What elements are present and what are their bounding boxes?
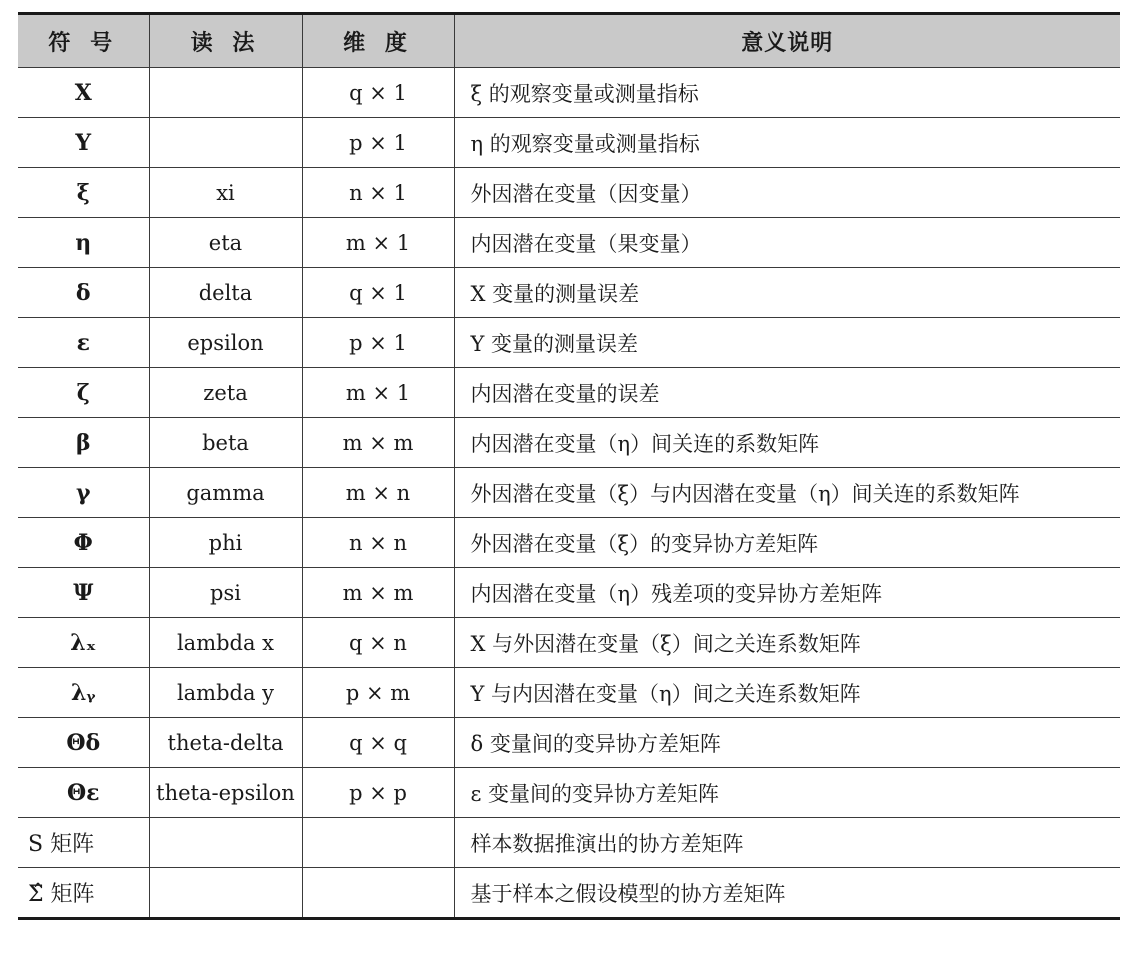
cell-dimension: q × q <box>302 718 454 768</box>
cell-dimension: m × 1 <box>302 218 454 268</box>
cell-symbol: Φ <box>18 518 149 568</box>
cell-symbol: X <box>18 68 149 118</box>
cell-dimension: m × m <box>302 568 454 618</box>
cell-symbol: Θε <box>18 768 149 818</box>
cell-reading: xi <box>149 168 302 218</box>
cell-symbol: Σ̂ 矩阵 <box>18 868 149 919</box>
cell-symbol: λₓ <box>18 618 149 668</box>
cell-reading: eta <box>149 218 302 268</box>
cell-dimension <box>302 818 454 868</box>
cell-description: 基于样本之假设模型的协方差矩阵 <box>454 868 1120 919</box>
cell-symbol: Y <box>18 118 149 168</box>
cell-description: 内因潜在变量的误差 <box>454 368 1120 418</box>
cell-reading: beta <box>149 418 302 468</box>
cell-dimension: p × m <box>302 668 454 718</box>
cell-dimension <box>302 868 454 919</box>
cell-reading: gamma <box>149 468 302 518</box>
table-row <box>18 818 1120 868</box>
cell-description: Y 变量的测量误差 <box>454 318 1120 368</box>
cell-description: X 变量的测量误差 <box>454 268 1120 318</box>
cell-symbol: ξ <box>18 168 149 218</box>
table-row <box>18 768 1120 818</box>
table-row <box>18 118 1120 168</box>
cell-dimension: m × m <box>302 418 454 468</box>
cell-symbol: δ <box>18 268 149 318</box>
table-row <box>18 868 1120 919</box>
cell-dimension: m × n <box>302 468 454 518</box>
cell-symbol: ζ <box>18 368 149 418</box>
header-description: 意义说明 <box>454 14 1120 68</box>
cell-symbol: S 矩阵 <box>18 818 149 868</box>
cell-reading <box>149 868 302 919</box>
cell-description: ξ 的观察变量或测量指标 <box>454 68 1120 118</box>
cell-description: 内因潜在变量（果变量） <box>454 218 1120 268</box>
table-row <box>18 668 1120 718</box>
header-reading: 读 法 <box>149 14 302 68</box>
table-row <box>18 368 1120 418</box>
table-body <box>18 68 1120 919</box>
table-row <box>18 318 1120 368</box>
table-row <box>18 168 1120 218</box>
cell-reading: lambda x <box>149 618 302 668</box>
table-row <box>18 418 1120 468</box>
cell-dimension: p × 1 <box>302 318 454 368</box>
cell-reading: zeta <box>149 368 302 418</box>
table-row <box>18 468 1120 518</box>
header-dimension: 维 度 <box>302 14 454 68</box>
cell-symbol: γ <box>18 468 149 518</box>
cell-symbol: ε <box>18 318 149 368</box>
cell-dimension: q × n <box>302 618 454 668</box>
cell-description: 外因潜在变量（因变量） <box>454 168 1120 218</box>
cell-description: 内因潜在变量（η）残差项的变异协方差矩阵 <box>454 568 1120 618</box>
cell-reading: theta-delta <box>149 718 302 768</box>
cell-reading <box>149 818 302 868</box>
table-row <box>18 568 1120 618</box>
cell-description: 样本数据推演出的协方差矩阵 <box>454 818 1120 868</box>
cell-reading: delta <box>149 268 302 318</box>
cell-dimension: n × 1 <box>302 168 454 218</box>
table-row <box>18 718 1120 768</box>
cell-description: ε 变量间的变异协方差矩阵 <box>454 768 1120 818</box>
cell-reading <box>149 68 302 118</box>
cell-description: 内因潜在变量（η）间关连的系数矩阵 <box>454 418 1120 468</box>
cell-symbol: β <box>18 418 149 468</box>
cell-dimension: n × n <box>302 518 454 568</box>
cell-symbol: λᵧ <box>18 668 149 718</box>
cell-description: 外因潜在变量（ξ）与内因潜在变量（η）间关连的系数矩阵 <box>454 468 1120 518</box>
cell-reading: lambda y <box>149 668 302 718</box>
table-row <box>18 68 1120 118</box>
header-row <box>18 14 1120 68</box>
symbol-table-container <box>18 12 1120 920</box>
table-header <box>18 14 1120 68</box>
cell-dimension: p × 1 <box>302 118 454 168</box>
cell-dimension: m × 1 <box>302 368 454 418</box>
cell-dimension: q × 1 <box>302 268 454 318</box>
table-row <box>18 268 1120 318</box>
cell-symbol: Ψ <box>18 568 149 618</box>
cell-description: η 的观察变量或测量指标 <box>454 118 1120 168</box>
table-row <box>18 218 1120 268</box>
table-row <box>18 618 1120 668</box>
cell-reading: psi <box>149 568 302 618</box>
cell-description: δ 变量间的变异协方差矩阵 <box>454 718 1120 768</box>
sem-symbol-table <box>18 12 1120 920</box>
cell-description: 外因潜在变量（ξ）的变异协方差矩阵 <box>454 518 1120 568</box>
cell-dimension: q × 1 <box>302 68 454 118</box>
cell-dimension: p × p <box>302 768 454 818</box>
cell-symbol: η <box>18 218 149 268</box>
cell-reading: epsilon <box>149 318 302 368</box>
cell-reading: phi <box>149 518 302 568</box>
cell-reading <box>149 118 302 168</box>
cell-description: Y 与内因潜在变量（η）间之关连系数矩阵 <box>454 668 1120 718</box>
header-symbol: 符 号 <box>18 14 149 68</box>
cell-description: X 与外因潜在变量（ξ）间之关连系数矩阵 <box>454 618 1120 668</box>
cell-reading: theta-epsilon <box>149 768 302 818</box>
cell-symbol: Θδ <box>18 718 149 768</box>
table-row <box>18 518 1120 568</box>
